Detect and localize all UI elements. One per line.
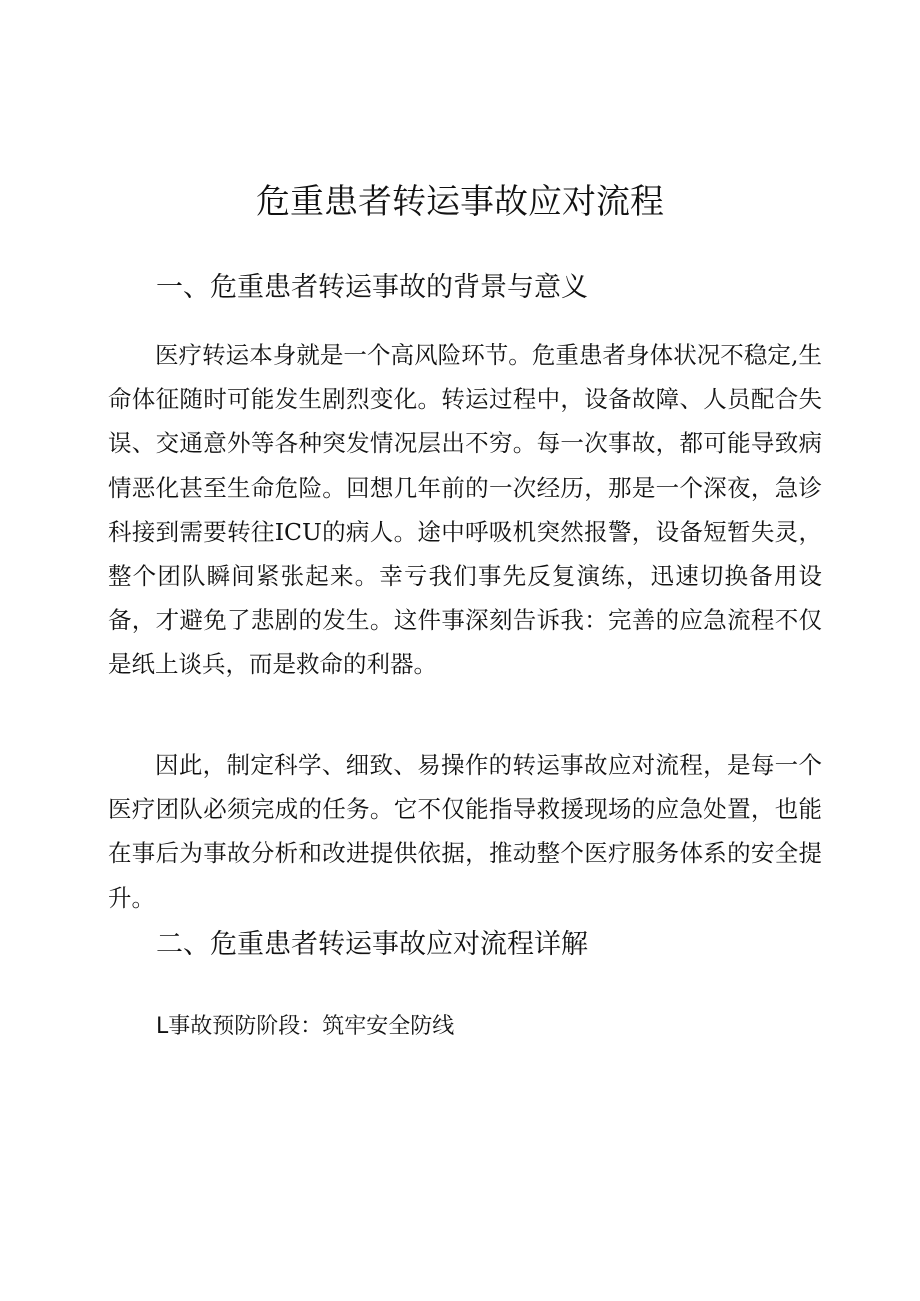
body-paragraph: 因此，制定科学、细致、易操作的转运事故应对流程，是每一个医疗团队必须完成的任务。它不仅能指导救援现场的应急处置，也能在事后为事故分析和改进提供依据，推动整个医疗服务体系的安全提升。 — [108, 751, 822, 912]
subsection-heading-prevention: L事故预防阶段：筑牢安全防线 — [156, 1014, 455, 1039]
document-title: 危重患者转运事故应对流程 — [256, 182, 664, 222]
section-heading-procedure: 二、危重患者转运事故应对流程详解 — [156, 929, 588, 960]
body-paragraph: 医疗转运本身就是一个高风险环节。危重患者身体状况不稳定,生命体征随时可能发生剧烈变化。转运过程中，设备故障、人员配合失误、交通意外等各种突发情况层出不穷。每一次事故，都可能导致病情恶化甚至生命危险。回想几年前的一次经历，那是一个深夜，急诊科接到需要转往ICU的病人。途中呼吸机突然报警，设备短暂失灵，整个团队瞬间紧张起来。幸亏我们事先反复演练，迅速切换备用设备，才避免了悲剧的发生。这件事深刻告诉我：完善的应急流程不仅是纸上谈兵，而是救命的利器。 — [108, 341, 822, 679]
section-heading-background: 一、危重患者转运事故的背景与意义 — [156, 272, 588, 303]
